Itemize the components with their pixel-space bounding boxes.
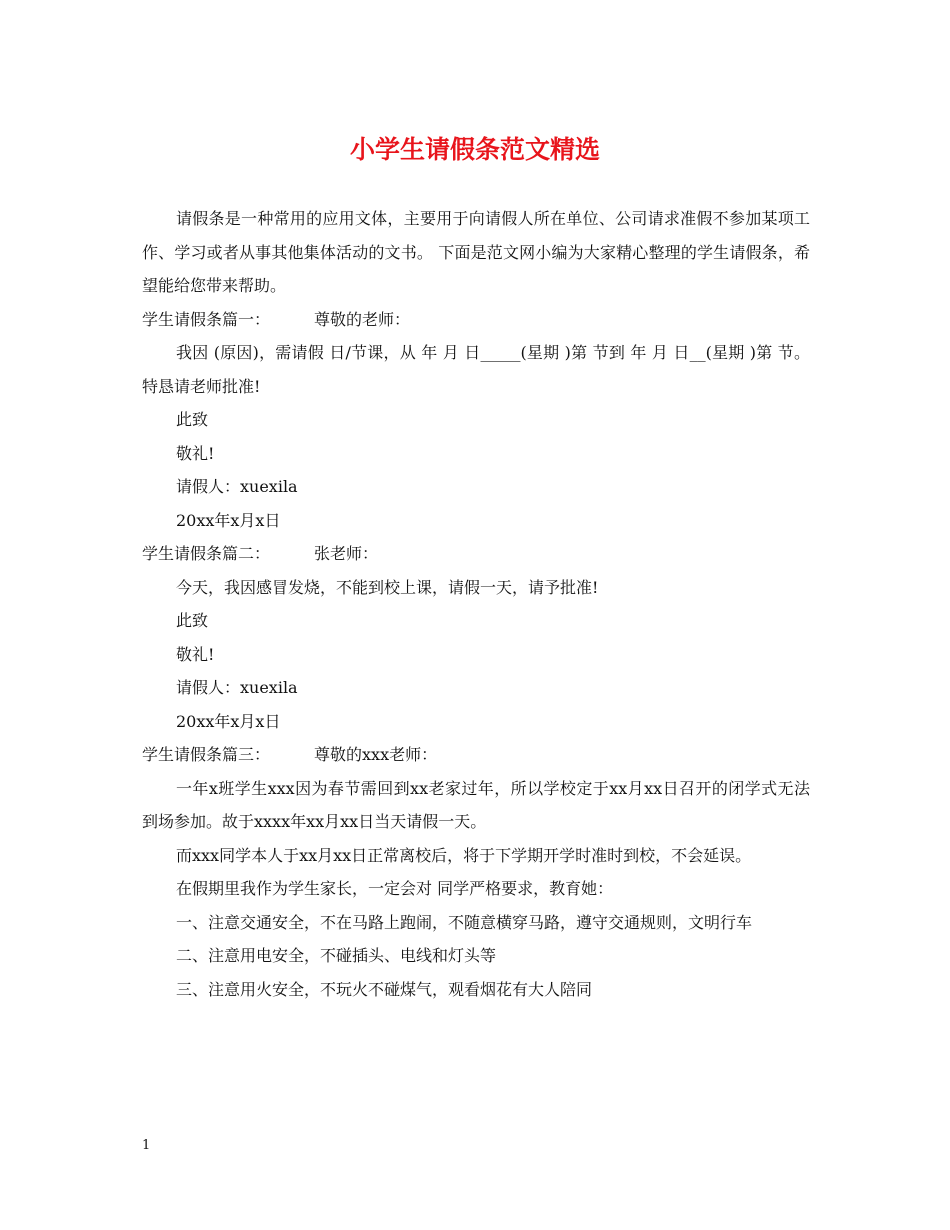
section-3-paragraph-1: 一年x班学生xxx因为春节需回到xx老家过年，所以学校定于xx月xx日召开的闭学式无法到场参加。故于xxxx年xx月xx日当天请假一天。 <box>142 778 810 831</box>
section-2-salutation: 张老师： <box>314 544 379 563</box>
section-1-salutation: 尊敬的老师： <box>314 309 411 329</box>
page-number: 1 <box>142 1138 151 1153</box>
section-1-signer: 请假人：xuexila <box>176 477 298 496</box>
section-2-signer: 请假人：xuexila <box>176 678 298 697</box>
section-1-body-paragraph: 我因 (原因)，需请假 日/节课，从 年 月 日_____(星期 )第 节到 年 月 日__(星期 )第 节。特恳请老师批准! <box>142 343 810 396</box>
section-1-heading-line <box>142 303 810 337</box>
section-3-paragraph-4: 一、注意交通安全，不在马路上跑闹，不随意横穿马路，遵守交通规则，文明行车 <box>176 912 753 932</box>
section-1-heading: 学生请假条篇一： <box>142 309 271 329</box>
section-2-body-paragraph: 今天，我因感冒发烧，不能到校上课，请假一天，请予批准! <box>176 577 599 597</box>
section-3-paragraph-3: 在假期里我作为学生家长，一定会对 同学严格要求，教育她： <box>176 879 614 898</box>
section-2-closing-cizhi: 此致 <box>176 611 209 630</box>
section-1-closing-cizhi: 此致 <box>176 410 209 429</box>
section-2-heading-line <box>142 537 810 571</box>
intro-paragraph: 请假条是一种常用的应用文体，主要用于向请假人所在单位、公司请求准假不参加某项工作、学习或者从事其他集体活动的文书。 下面是范文网小编为大家精心整理的学生请假条，希望能给您带来帮助。 <box>142 209 810 295</box>
section-2-date: 20xx年x月x日 <box>176 711 281 731</box>
section-2-closing-jingli: 敬礼! <box>176 644 215 664</box>
document-body <box>142 202 810 1006</box>
section-3-paragraph-2: 而xxx同学本人于xx月xx日正常离校后，将于下学期开学时准时到校，不会延误。 <box>176 845 752 865</box>
section-1-date: 20xx年x月x日 <box>176 510 281 530</box>
document-title: 小学生请假条范文精选 <box>349 135 600 164</box>
section-1-closing-jingli: 敬礼! <box>176 443 215 463</box>
section-2-heading: 学生请假条篇二： <box>142 544 271 563</box>
section-3-salutation: 尊敬的xxx老师： <box>314 745 438 764</box>
section-3-paragraph-6: 三、注意用火安全，不玩火不碰煤气，观看烟花有大人陪同 <box>176 979 593 999</box>
section-3-paragraph-5: 二、注意用电安全，不碰插头、电线和灯头等 <box>176 946 497 965</box>
section-3-heading-line <box>142 738 810 772</box>
section-3-heading: 学生请假条篇三： <box>142 745 271 764</box>
